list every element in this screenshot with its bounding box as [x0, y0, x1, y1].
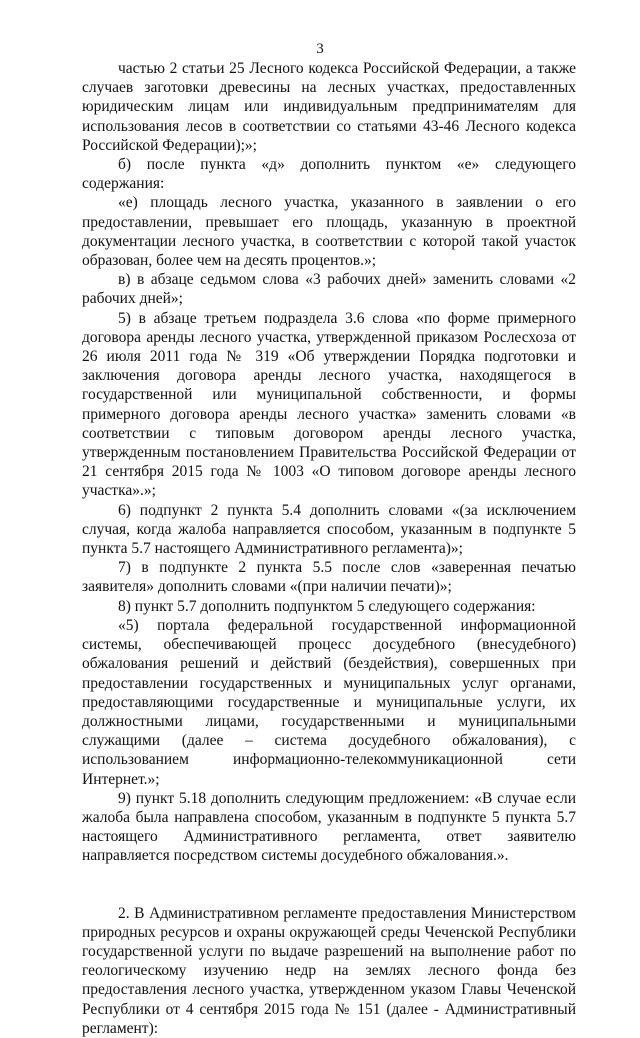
- document-body: [82, 59, 576, 1038]
- paragraph-item-8: 8) пункт 5.7 дополнить подпунктом 5 следующего содержания:: [118, 597, 536, 615]
- paragraph-item-e: «е) площадь лесного участка, указанного в заявлении о его предоставлении, превышает его площадь, указанную в проектной документации лесного участка, в соответствии с которой такой участок образован, более чем на десять процентов.»;: [82, 194, 576, 270]
- page-number: 3: [316, 41, 324, 57]
- paragraph-section-2: 2. В Административном регламенте предоставления Министерством природных ресурсов и охраны окружающей среды Чеченской Республики государственной услуги по выдаче разрешений на выполнение работ по геологическому изучению недр на землях лесного фонда без предоставления лесного участка, утвержденном указом Главы Чеченской Республики от 4 сентября 2015 года № 151 (далее - Административный регламент):: [82, 904, 576, 1037]
- paragraph-continuation: частью 2 статьи 25 Лесного кодекса Российской Федерации, а также случаев заготовки древесины на лесных участках, предоставленных юридическим лицам или индивидуальным предпринимателям для использования лесов в соответствии со статьями 43-46 Лесного кодекса Российской Федерации);»;: [82, 60, 576, 154]
- paragraph-item-b: б) после пункта «д» дополнить пунктом «е» следующего содержания:: [82, 156, 576, 193]
- paragraph-item-6: 6) подпункт 2 пункта 5.4 дополнить словами «(за исключением случая, когда жалоба направляется способом, указанным в подпункте 5 пункта 5.7 настоящего Административного регламента)»;: [82, 501, 576, 558]
- paragraph-item-5: 5) в абзаце третьем подраздела 3.6 слова «по форме примерного договора аренды лесного участка, утвержденной приказом Рослесхоза от 26 июля 2011 года № 319 «Об утверждении Порядка подготовки и заключения договора аренды лесного участка, находящегося в государственной или муниципальной собственности, и формы примерного договора аренды лесного участка» заменить словами «в соответствии с типовым договором аренды лесного участка, утвержденным постановлением Правительства Российской Федерации от 21 сентября 2015 года № 1003 «О типовом договоре аренды лесного участка».»;: [82, 309, 576, 500]
- paragraph-item-v: в) в абзаце седьмом слова «3 рабочих дней» заменить словами «2 рабочих дней»;: [82, 271, 576, 308]
- paragraph-item-7: 7) в подпункте 2 пункта 5.5 после слов «заверенная печатью заявителя» дополнить словами «(при наличии печати)»;: [82, 559, 576, 596]
- paragraph-subitem-5: «5) портала федеральной государственной информационной системы, обеспечивающей процесс досудебного (внесудебного) обжалования решений и действий (бездействия), совершенных при предоставлении государственных и муниципальных услуг органами, предоставляющими государственные и муниципальные услуги, их должностными лицами, государственными и муниципальными служащими (далее – система досудебного обжалования), с использованием информационно-телекоммуникационной сети Интернет.»;: [82, 616, 576, 788]
- paragraph-item-9: 9) пункт 5.18 дополнить следующим предложением: «В случае если жалоба была направлена способом, указанным в подпункте 5 пункта 5.7 настоящего Административного регламента, ответ заявителю направляется посредством системы досудебного обжалования.».: [82, 789, 576, 865]
